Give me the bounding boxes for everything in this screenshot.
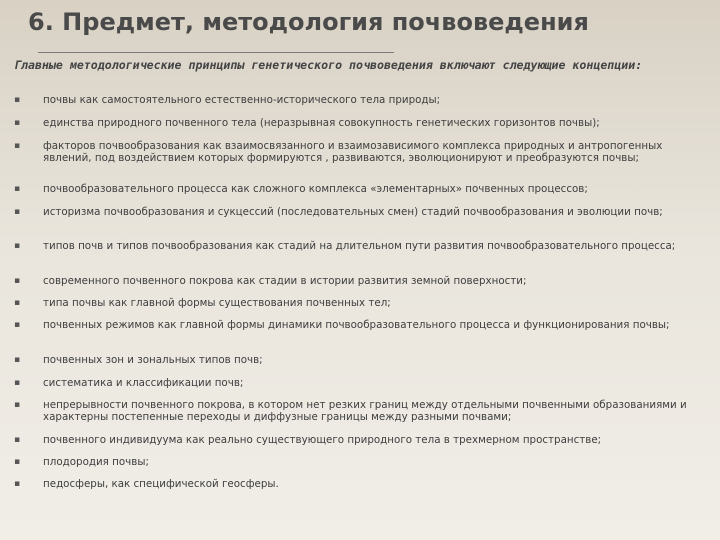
bullet-icon: ▪ <box>14 355 21 365</box>
list-item-text: историзма почвообразования и сукцессий (последовательных смен) стадий почвообразования и эволюции почв; <box>43 206 663 218</box>
list-item-text: почвообразовательного процесса как сложного комплекса «элементарных» почвенных процессов; <box>43 183 588 195</box>
bullet-icon: ▪ <box>14 141 21 151</box>
bullet-icon: ▪ <box>14 320 21 330</box>
list-item-text: единства природного почвенного тела (неразрывная совокупность генетических горизонтов почвы); <box>43 117 600 129</box>
bullet-icon: ▪ <box>14 241 21 251</box>
bullet-icon: ▪ <box>14 276 21 286</box>
bullet-icon: ▪ <box>14 435 21 445</box>
list-item-text: типов почв и типов почвообразования как стадий на длительном пути развития почвообразовательного процесса; <box>43 240 676 252</box>
list-item-text: плодородия почвы; <box>43 456 149 468</box>
bullet-icon: ▪ <box>14 118 21 128</box>
list-item-text: непрерывности почвенного покрова, в котором нет резких границ между отдельными почвенными образованиями и характерны постепенные переходы и диффузные границы между разными почвами; <box>43 399 687 423</box>
bullet-icon: ▪ <box>14 207 21 217</box>
intro-text: Главные методологические принципы генетического почвоведения включают следующие концепции: <box>14 58 643 72</box>
title-underline <box>38 52 394 53</box>
list-item-text: почвенных режимов как главной формы динамики почвообразовательного процесса и функционирования почвы; <box>43 319 670 331</box>
bullet-icon: ▪ <box>14 298 21 308</box>
list-item-text: почвенных зон и зональных типов почв; <box>43 354 263 366</box>
bullet-icon: ▪ <box>14 479 21 489</box>
list-item-text: почвы как самостоятельного естественно-исторического тела природы; <box>43 94 441 106</box>
bullet-icon: ▪ <box>14 378 21 388</box>
bullet-icon: ▪ <box>14 400 21 410</box>
list-item-text: педосферы, как специфической геосферы. <box>43 478 279 490</box>
bullet-icon: ▪ <box>14 184 21 194</box>
list-item-text: современного почвенного покрова как стадии в истории развития земной поверхности; <box>43 275 527 287</box>
list-item-text: факторов почвообразования как взаимосвязанного и взаимозависимого комплекса природных и антропогенных явлений, под воздействием которых формируются , развиваются, эволюционируют и преобразуются почвы; <box>43 140 663 164</box>
bullet-icon: ▪ <box>14 457 21 467</box>
list-item-text: систематика и классификации почв; <box>43 377 244 389</box>
list-item-text: типа почвы как главной формы существования почвенных тел; <box>43 297 391 309</box>
list-item-text: почвенного индивидуума как реально существующего природного тела в трехмерном пространстве; <box>43 434 602 446</box>
slide-title: 6. Предмет, методология почвоведения <box>28 8 589 36</box>
bullet-icon: ▪ <box>14 95 21 105</box>
